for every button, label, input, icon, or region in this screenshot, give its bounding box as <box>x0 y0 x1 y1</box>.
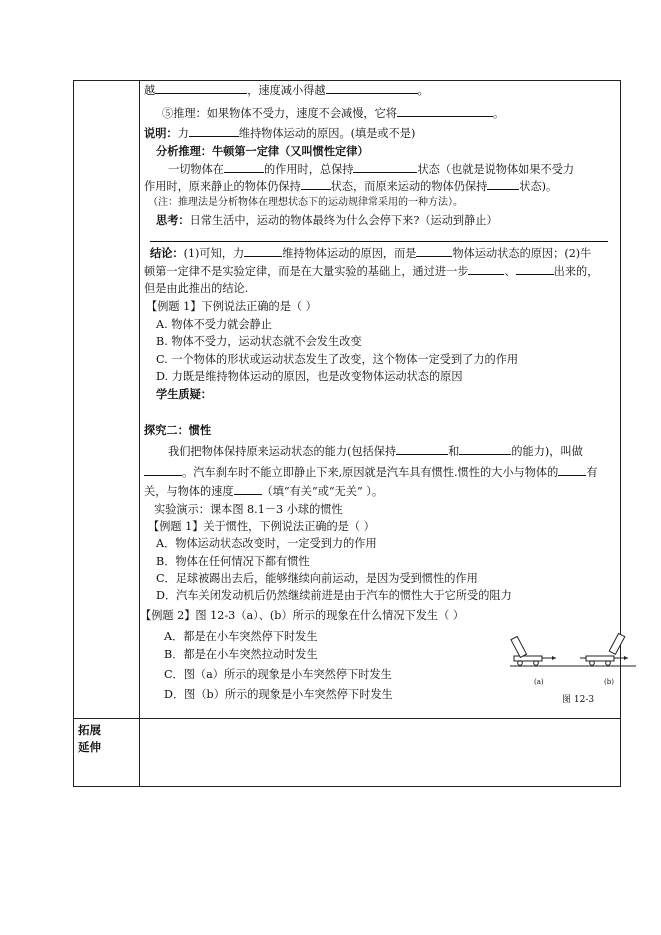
text-line: 说明：力 维持物体运动的原因。(填是或不是) <box>144 126 416 140</box>
text-line: 我们把物体保持原来运动状态的能力(包括保持 和 的能力)，叫做 <box>168 445 583 458</box>
figure-12-3 <box>508 626 638 708</box>
blank[interactable] <box>459 443 511 455</box>
row-divider <box>74 718 620 719</box>
text-line: 探究二：惯性 <box>144 423 212 437</box>
blank[interactable] <box>144 464 182 476</box>
text-line: 越 ，速度减小得越 。 <box>144 84 429 97</box>
text-line: 【例题 1】下例说法正确的是（ ） <box>146 300 317 313</box>
figure-label-a: (a) <box>534 678 544 686</box>
text-line: 一切物体在 的作用时，总保持 状态（也就是说物体如果不受力 <box>168 163 575 176</box>
text-line: C. 一个物体的形状或运动状态发生了改变，这个物体一定受到了力的作用 <box>156 353 519 366</box>
text-line: 学生质疑： <box>156 387 212 401</box>
blank[interactable] <box>558 464 586 476</box>
blank[interactable] <box>244 245 282 257</box>
text-line: 关，与物体的速度 （填“有关”或“无关” ）。 <box>144 485 384 498</box>
text-line: B．物体在任何情况下都有惯性 <box>156 555 310 568</box>
figure-label-b: (b) <box>604 678 614 686</box>
text-line: B. 物体不受力，运动状态就不会发生改变 <box>156 335 362 348</box>
text-line: ⑤推理：如果物体不受力，速度不会减慢，它将 。 <box>162 107 505 120</box>
blank[interactable] <box>396 443 448 455</box>
side-label-line1: 拓展 <box>78 723 101 737</box>
blank[interactable] <box>487 178 519 190</box>
side-label-line2: 延伸 <box>78 740 101 754</box>
blank[interactable] <box>155 82 247 94</box>
worksheet-table <box>73 80 621 787</box>
text-line: （注：推理法是分析物体在理想状态下的运动规律常采用的一种方法）。 <box>148 197 463 208</box>
text-line: B．都是在小车突然拉动时发生 <box>164 648 318 661</box>
text-line: 顿第一定律不是实验定律，而是在大量实验的基础上，通过进一步 、 出来的， <box>144 265 599 278</box>
text-line: D．汽车关闭发动机后仍然继续前进是由于汽车的惯性大于它所受的阻力 <box>156 589 512 602</box>
text-line: 。汽车刹车时不能立即静止下来,原因就是汽车具有惯性.惯性的大小与物体的 有 <box>144 464 598 481</box>
text-line: 实验演示：课本图 8.1－3 小球的惯性 <box>154 503 343 516</box>
text-line: 【例题 1】关于惯性，下例说法正确的是（ ） <box>148 520 375 533</box>
blank[interactable] <box>516 263 554 275</box>
text-line: 思考：日常生活中，运动的物体最终为什么会停下来?（运动到静止） <box>156 213 498 227</box>
cart-diagram <box>508 626 638 690</box>
blank[interactable] <box>326 82 418 94</box>
text-line: D．图（b）所示的现象是小车突然停下时发生 <box>164 688 393 701</box>
text-line: C．足球被踢出去后，能够继续向前运动，是因为受到惯性的作用 <box>156 572 478 585</box>
blank[interactable] <box>397 105 493 117</box>
answer-line[interactable] <box>150 241 608 242</box>
side-label <box>78 722 101 756</box>
blank[interactable] <box>234 483 262 495</box>
text-line: C．图（a）所示的现象是小车突然停下时发生 <box>164 668 392 681</box>
text-line: A．都是在小车突然停下时发生 <box>164 630 318 643</box>
blank[interactable] <box>416 245 452 257</box>
blank[interactable] <box>353 161 417 173</box>
text-line: D. 力既是维持物体运动的原因，也是改变物体运动状态的原因 <box>156 370 463 383</box>
text-line: 但是由此推出的结论. <box>144 282 249 295</box>
text-line: 作用时，原来静止的物体仍保持 状态，而原来运动的物体仍保持 状态)。 <box>144 180 558 193</box>
blank[interactable] <box>224 161 264 173</box>
text-line: A．物体运动状态改变时，一定受到力的作用 <box>156 537 377 550</box>
blank[interactable] <box>301 178 331 190</box>
text-line: 结论：(1)可知，力 维持物体运动的原因，而是 物体运动状态的原因；(2)牛 <box>150 246 592 260</box>
text-line: 分析推理：牛顿第一定律（又叫惯性定律） <box>156 144 369 158</box>
figure-caption: 图 12-3 <box>562 695 595 705</box>
text-line: A. 物体不受力就会静止 <box>156 318 272 331</box>
text-line: 【例题 2】图 12-3（a）、(b）所示的现象在什么情况下发生（ ） <box>140 609 465 622</box>
blank[interactable] <box>468 263 504 275</box>
blank[interactable] <box>189 125 239 137</box>
column-divider <box>139 81 140 786</box>
